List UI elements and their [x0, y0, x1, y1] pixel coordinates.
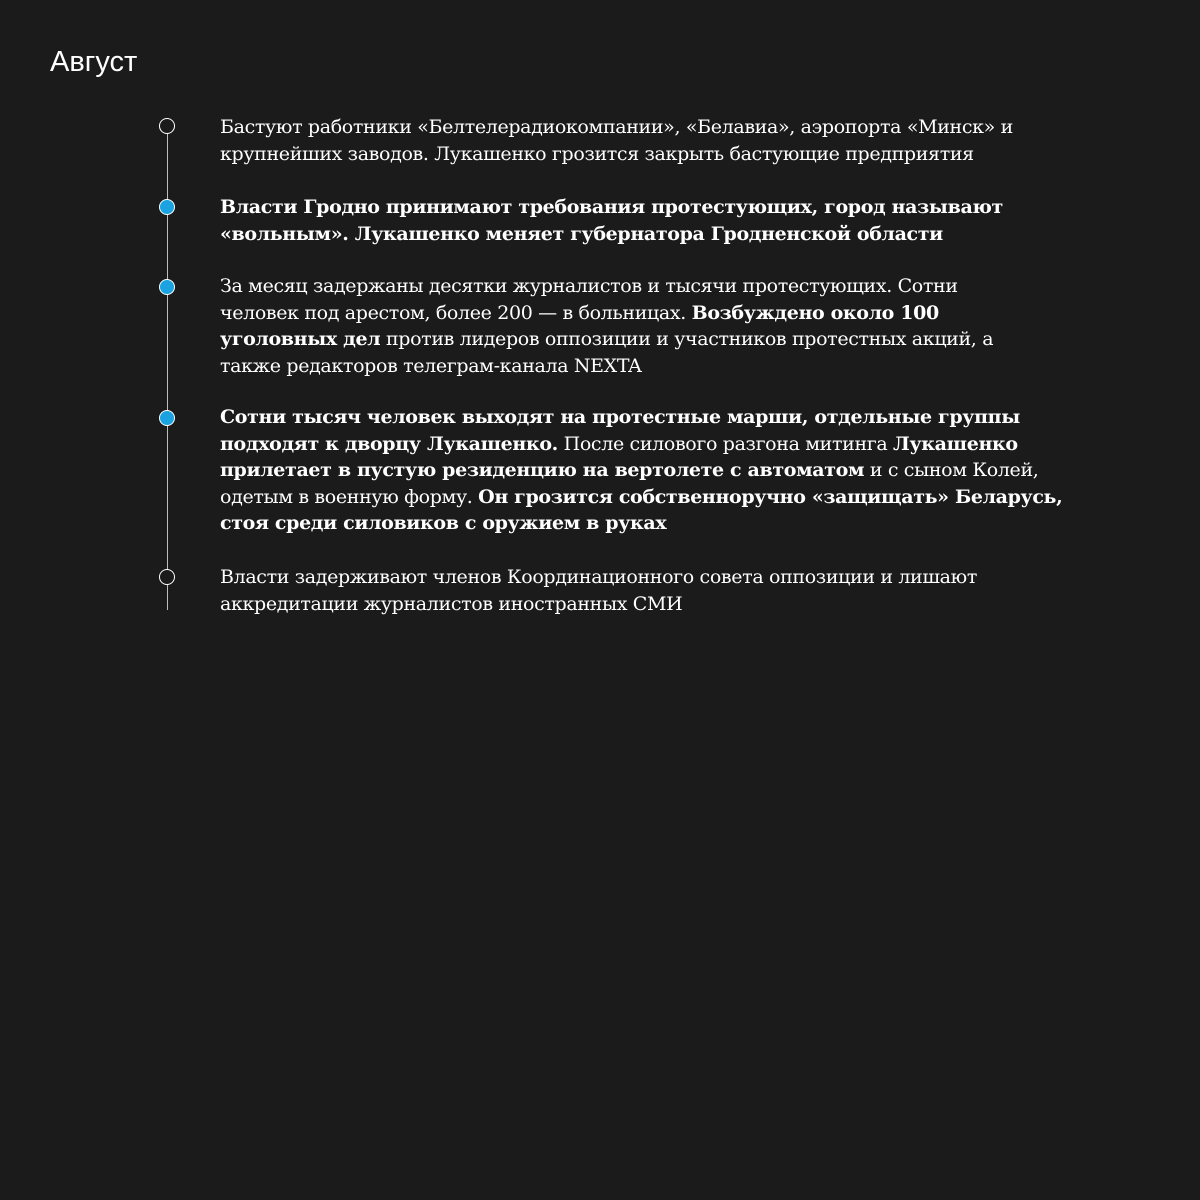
event-text-2: [220, 194, 1080, 247]
event-text-1: [220, 114, 1070, 167]
event-highlight-text: Власти Гродно принимают требования протестующих, город называют «вольным». Лукашенко меняет губернатора Гродненской области: [220, 196, 1003, 245]
event-highlight-text: Сотни тысяч человек выходят на протестные марши, отдельные группы подходят к дворцу Лукашенко.: [220, 406, 1020, 455]
event-marker-1: [159, 118, 175, 134]
event-text-5: [220, 564, 1080, 617]
event-body-text: Власти задерживают членов Координационного совета оппозиции и лишают аккредитации журналистов иностранных СМИ: [220, 566, 978, 615]
event-body-text: Бастуют работники «Белтелерадиокомпании», «Белавиа», аэропорта «Минск» и крупнейших заводов. Лукашенко грозится закрыть бастующие предприятия: [220, 116, 1013, 165]
event-marker-4: [159, 410, 175, 426]
event-body-text: За месяц задержаны десятки журналистов и тысячи протестующих. Сотни человек под арестом, более 200 — в больницах.: [220, 275, 958, 324]
event-highlight-text: Возбуждено около 100 уголовных дел: [220, 301, 939, 350]
event-marker-5: [159, 569, 175, 585]
event-marker-3: [159, 279, 175, 295]
event-body-text: После силового разгона митинга: [557, 432, 894, 455]
event-body-text: и с сыном Колей, одетым в военную форму.: [220, 459, 1039, 508]
month-title: Август: [50, 46, 138, 78]
event-marker-2: [159, 199, 175, 215]
event-body-text: против лидеров оппозиции и участников протестных акций, а также редакторов телеграм-канала NEXTA: [220, 328, 994, 377]
event-highlight-text: Он грозится собственноручно «защищать» Беларусь, стоя среди силовиков с оружием в руках: [220, 485, 1063, 534]
event-highlight-text: Лукашенко прилетает в пустую резиденцию на вертолете с автоматом: [220, 432, 1018, 481]
event-text-3: [220, 273, 1020, 379]
event-text-4: [220, 404, 1070, 537]
